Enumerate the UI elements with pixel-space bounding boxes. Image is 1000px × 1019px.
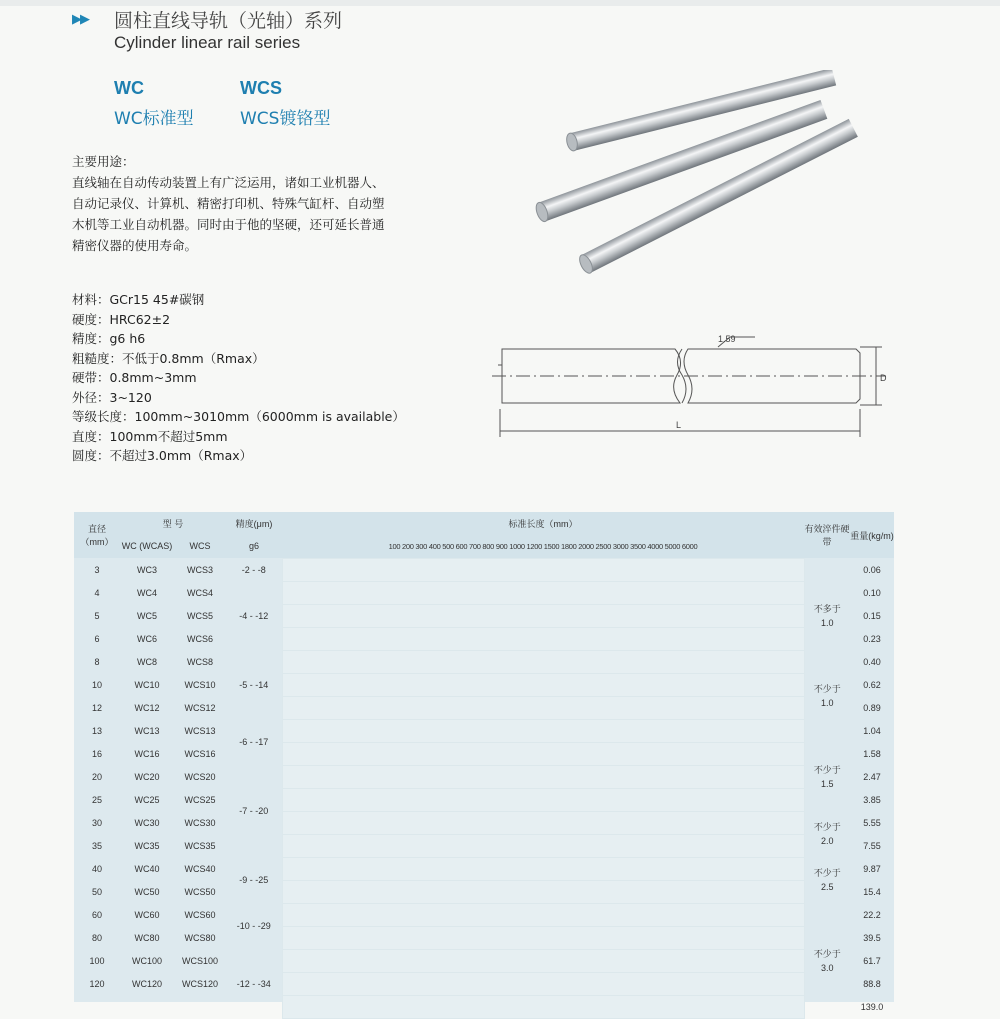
table-row (74, 972, 894, 995)
spec-straightness: 直度：100mm不超过5mm (72, 428, 228, 444)
table-row (74, 903, 894, 926)
cell-diameter: 80 (91, 932, 102, 943)
cell-weight: 0.15 (863, 610, 881, 621)
usage-heading: 主要用途： (72, 154, 135, 169)
cell-length-range (282, 995, 804, 1018)
spec-material: 材料：GCr15 45#碳钢 (72, 292, 205, 307)
cell-wc-model: WC100 (131, 955, 162, 966)
cell-wc-model: WC50 (134, 886, 160, 897)
cell-weight: 5.55 (863, 817, 881, 828)
table-row (74, 834, 894, 857)
usage-line: 精密仪器的使用寿命。 (72, 238, 198, 253)
header-wcs: WCS (174, 535, 226, 558)
cell-diameter: 35 (91, 840, 102, 851)
diameter-label: D (880, 373, 887, 383)
cell-weight: 0.89 (863, 702, 881, 713)
cell-wc-model: WC10 (134, 679, 160, 690)
cell-diameter: 10 (91, 679, 102, 690)
cell-wcs-model: WCS16 (184, 748, 216, 759)
specification-table (74, 512, 894, 1012)
cell-wc-model: WC6 (137, 633, 157, 644)
cell-wcs-model: WCS6 (187, 633, 214, 644)
hardening-value: 1.0 (821, 617, 834, 628)
cell-wc-model: WC13 (134, 725, 160, 736)
cell-wc-model: WC4 (137, 587, 157, 598)
cell-wc-model: WC120 (131, 978, 162, 989)
table-row (74, 604, 894, 627)
cell-wc-model: WC5 (137, 610, 157, 621)
usage-line: 直线轴在自动传动装置上有广泛运用，诸如工业机器人、 (72, 175, 385, 190)
table-row (74, 719, 894, 742)
cell-hardening (804, 581, 850, 650)
hardening-label: 不少于 (813, 822, 841, 832)
hardening-value: 1.5 (821, 778, 834, 789)
cell-diameter (74, 995, 120, 1018)
cell-hardening (804, 650, 850, 742)
cell-wcs-model: WCS4 (187, 587, 214, 598)
cell-diameter: 60 (91, 909, 102, 920)
header-g6: g6 (226, 535, 282, 558)
cell-length-range (282, 742, 804, 765)
table-row (74, 581, 894, 604)
table-row (74, 926, 894, 949)
spec-precision: 精度：g6 h6 (72, 331, 146, 346)
type-code-wc: WC (114, 78, 144, 98)
cell-wc-model: WC30 (134, 817, 160, 828)
header-precision: 精度(μm) (226, 512, 282, 535)
header-diameter: 直径（mm） (74, 512, 120, 558)
table-row (74, 742, 894, 765)
cell-wcs-model: WCS40 (184, 863, 216, 874)
cell-diameter: 100 (89, 955, 105, 966)
cell-precision: -12 - -34 (236, 978, 271, 989)
cell-length-range (282, 673, 804, 696)
cell-diameter: 40 (91, 863, 102, 874)
table-row (74, 765, 894, 788)
table-row (74, 650, 894, 673)
cell-wcs-model: WCS120 (182, 978, 219, 989)
table-row (74, 949, 894, 972)
cell-length-range (282, 558, 804, 581)
cell-weight: 1.04 (863, 725, 881, 736)
cell-weight: 88.8 (863, 978, 881, 989)
cell-diameter: 20 (91, 771, 102, 782)
cell-weight: 0.23 (863, 633, 881, 644)
cell-weight: 15.4 (863, 886, 881, 897)
cell-length-range (282, 581, 804, 604)
cell-length-range (282, 650, 804, 673)
cell-wc-model: WC25 (134, 794, 160, 805)
cell-wcs-model: WCS5 (187, 610, 214, 621)
cell-hardening (804, 857, 850, 903)
cell-wc-model: WC80 (134, 932, 160, 943)
hardening-label: 不少于 (813, 868, 841, 878)
cell-length-range (282, 696, 804, 719)
hardening-value: 1.0 (821, 698, 834, 708)
arrow-icon: ▶▶ (72, 12, 88, 27)
shaft-drawing (490, 325, 890, 445)
cell-diameter: 16 (91, 748, 102, 759)
cell-wc-model: WC35 (134, 840, 160, 851)
type-label-wcs: WCS镀铬型 (240, 109, 331, 129)
cell-diameter: 120 (89, 978, 105, 989)
cell-length-range (282, 765, 804, 788)
cell-precision: -4 - -12 (239, 610, 269, 621)
cell-hardening (804, 811, 850, 857)
header-model: 型 号 (120, 512, 226, 535)
cell-length-range (282, 604, 804, 627)
cell-wcs-model: WCS8 (187, 656, 214, 667)
cell-precision: -2 - -8 (241, 564, 266, 575)
cell-wcs-model: WCS80 (184, 932, 216, 943)
cell-wc-model (120, 995, 174, 1018)
cell-precision: -10 - -29 (236, 921, 271, 931)
cell-weight: 2.47 (863, 771, 881, 782)
page-subtitle: Cylinder linear rail series (114, 33, 301, 52)
cell-wcs-model: WCS60 (184, 909, 216, 920)
cell-wcs-model: WCS25 (184, 794, 216, 805)
cell-wcs-model: WCS12 (184, 702, 216, 713)
hardening-label: 不少于 (813, 684, 841, 694)
cell-weight: 1.58 (863, 748, 881, 759)
cell-wc-model: WC20 (134, 771, 160, 782)
cell-length-range (282, 926, 804, 949)
cell-precision: -7 - -20 (239, 806, 269, 816)
cell-diameter: 13 (91, 725, 102, 736)
cell-weight: 9.87 (863, 863, 881, 874)
cell-diameter: 4 (94, 587, 100, 598)
table-row (74, 558, 894, 581)
table-row (74, 811, 894, 834)
cell-wcs-model: WCS35 (184, 840, 216, 851)
cell-weight: 0.62 (863, 679, 881, 690)
cell-hardening (804, 742, 850, 811)
header-wc: WC (WCAS) (120, 535, 174, 558)
cell-wcs-model (174, 995, 226, 1018)
header-weight: 重量(kg/m) (850, 512, 894, 558)
cell-precision: -9 - -25 (239, 875, 269, 885)
cell-diameter: 12 (91, 702, 102, 713)
cell-hardening (804, 903, 850, 1018)
spec-list (72, 290, 405, 466)
cell-weight: 22.2 (863, 909, 881, 920)
usage-line: 自动记录仪、计算机、精密打印机、特殊气缸杆、自动塑 (72, 196, 385, 211)
table-row (74, 696, 894, 719)
cell-wc-model: WC60 (134, 909, 160, 920)
table-row (74, 995, 894, 1018)
cell-precision: -5 - -14 (239, 679, 269, 690)
cell-weight: 0.10 (863, 587, 881, 598)
spec-roundness: 圆度：不超过3.0mm（Rmax） (72, 448, 253, 463)
cell-wcs-model: WCS100 (182, 955, 219, 966)
page-title: 圆柱直线导轨（光轴）系列 (114, 10, 343, 32)
cell-weight: 139.0 (860, 1001, 884, 1012)
hardening-label: 不少于 (813, 948, 841, 959)
cell-length-range (282, 627, 804, 650)
cell-diameter: 30 (91, 817, 102, 828)
header-length: 标准长度（mm） (282, 512, 804, 535)
spec-length: 等级长度：100mm~3010mm（6000mm is available） (72, 409, 405, 424)
usage-line: 木机等工业自动机器。同时由于他的坚硬，还可延长普通 (72, 217, 385, 232)
rods-illustration (520, 70, 880, 290)
cell-length-range (282, 834, 804, 857)
table-row (74, 673, 894, 696)
cell-wc-model: WC40 (134, 863, 160, 874)
cell-diameter: 50 (91, 886, 102, 897)
cell-hardening (804, 558, 850, 581)
cell-length-range (282, 857, 804, 880)
cell-length-range (282, 788, 804, 811)
cell-weight: 0.06 (863, 564, 881, 575)
table-row (74, 857, 894, 880)
spec-hardened-layer: 硬带：0.8mm~3mm (72, 370, 197, 385)
header-hardening: 有效淬件硬带 (804, 512, 850, 558)
cell-diameter: 6 (94, 633, 100, 644)
spec-outer-diameter: 外径：3~120 (72, 389, 152, 405)
cell-diameter: 8 (94, 656, 100, 667)
cell-length-range (282, 880, 804, 903)
hardening-value: 2.0 (821, 836, 834, 846)
cell-length-range (282, 811, 804, 834)
spec-hardness: 硬度：HRC62±2 (72, 311, 171, 327)
cell-weight: 7.55 (863, 840, 881, 851)
cell-length-range (282, 972, 804, 995)
type-label-wc: WC标准型 (114, 109, 194, 129)
cell-weight: 0.40 (863, 656, 881, 667)
spec-table (74, 512, 894, 1019)
header-length-values: 100 200 300 400 500 600 700 800 900 1000 1200 1500 1800 2000 2500 3000 3500 4000 5000 6000 (282, 535, 804, 558)
cell-wc-model: WC3 (137, 564, 157, 575)
usage-section (72, 151, 492, 256)
hardening-label: 不少于 (813, 764, 841, 775)
hardening-label: 不多于 (813, 603, 841, 614)
roughness-label: 1.59 (718, 334, 736, 344)
cell-weight: 61.7 (863, 955, 881, 966)
cell-wc-model: WC12 (134, 702, 160, 713)
cell-wcs-model: WCS20 (184, 771, 216, 782)
table-row (74, 788, 894, 811)
length-label: L (676, 420, 682, 430)
cell-wcs-model: WCS30 (184, 817, 216, 828)
cell-weight: 3.85 (863, 794, 881, 805)
table-body (74, 558, 894, 1018)
cell-wcs-model: WCS10 (184, 679, 216, 690)
cell-wc-model: WC16 (134, 748, 160, 759)
table-row (74, 880, 894, 903)
cell-length-range (282, 949, 804, 972)
cell-diameter: 5 (94, 610, 100, 621)
hardening-value: 2.5 (821, 882, 834, 892)
hardening-value: 3.0 (821, 962, 834, 973)
cell-length-range (282, 903, 804, 926)
cell-wcs-model: WCS3 (187, 564, 214, 575)
type-code-wcs: WCS (240, 78, 282, 98)
table-row (74, 627, 894, 650)
cell-wcs-model: WCS50 (184, 886, 216, 897)
cell-length-range (282, 719, 804, 742)
cell-diameter: 25 (91, 794, 102, 805)
cell-wcs-model: WCS13 (184, 725, 216, 736)
cell-diameter: 3 (94, 564, 100, 575)
cell-weight: 39.5 (863, 932, 881, 943)
cell-precision: -6 - -17 (239, 737, 269, 747)
cell-wc-model: WC8 (137, 656, 157, 667)
spec-roughness: 粗糙度：不低于0.8mm（Rmax） (72, 350, 265, 366)
